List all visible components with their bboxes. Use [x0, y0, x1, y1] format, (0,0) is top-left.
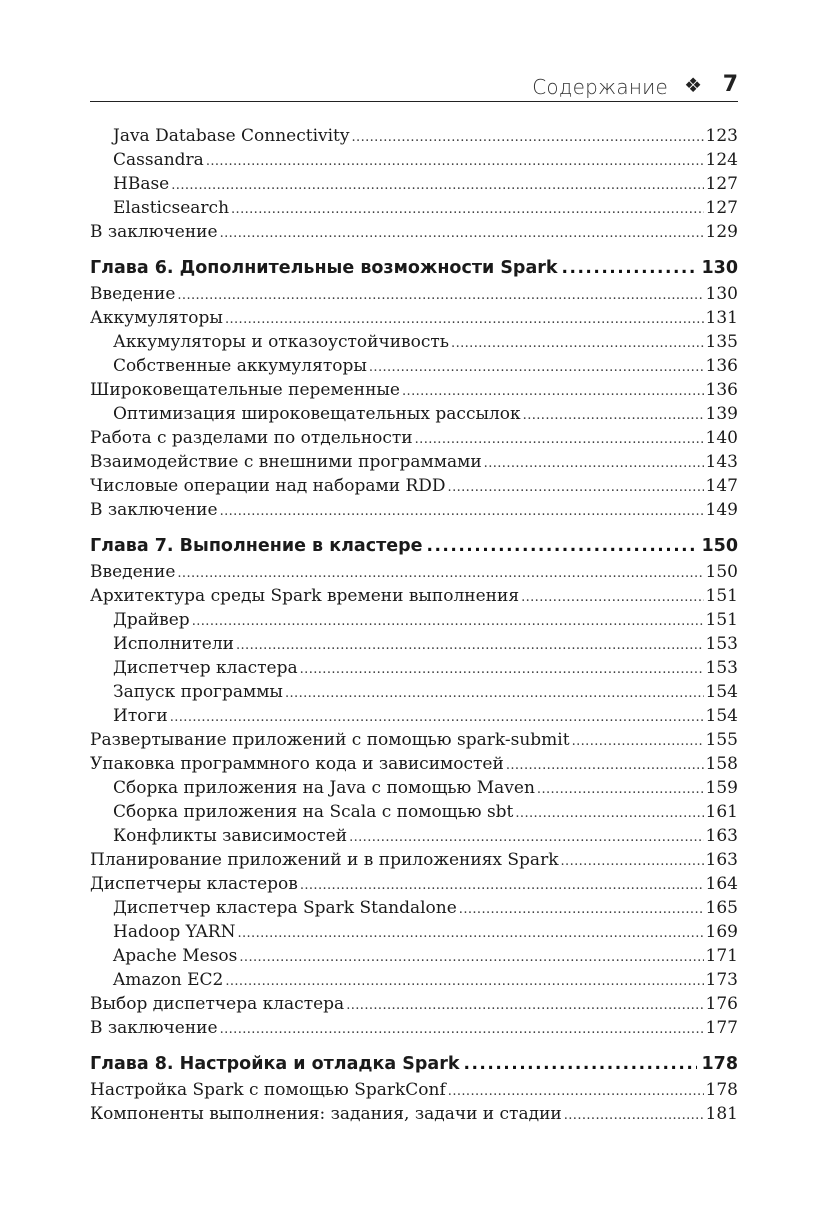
chapter-page: 150: [701, 536, 738, 556]
entry-page: 151: [705, 610, 738, 630]
entry-page: 127: [705, 174, 738, 194]
entry-title: В заключение: [90, 222, 218, 242]
dot-leader: [220, 1018, 704, 1042]
entry-title: Упаковка программного кода и зависимостей: [90, 754, 504, 774]
toc-entry[interactable]: [90, 124, 738, 148]
entry-page: 181: [705, 1104, 738, 1124]
toc-entry[interactable]: [90, 148, 738, 172]
entry-page: 158: [705, 754, 738, 774]
entry-title: Введение: [90, 284, 176, 304]
chapter-heading[interactable]: [90, 1051, 738, 1078]
entry-page: 131: [705, 308, 738, 328]
entry-page: 129: [705, 222, 738, 242]
toc-entry[interactable]: [90, 776, 738, 800]
entry-page: 150: [705, 562, 738, 582]
chapter-heading[interactable]: [90, 533, 738, 560]
entry-page: 123: [705, 126, 738, 146]
toc-entry[interactable]: [90, 196, 738, 220]
entry-title: Apache Mesos: [113, 946, 238, 966]
dot-leader: [369, 356, 704, 380]
toc-entry[interactable]: [90, 608, 738, 632]
entry-title: Аккумуляторы: [90, 308, 223, 328]
toc-entry[interactable]: [90, 402, 738, 426]
chapter-page: 130: [701, 258, 738, 278]
toc-entry[interactable]: [90, 172, 738, 196]
dot-leader: [285, 682, 704, 706]
chapter-title: Глава 7. Выполнение в кластере: [90, 536, 423, 556]
dot-leader: [515, 802, 703, 826]
entry-page: 153: [705, 634, 738, 654]
dot-leader: [459, 898, 704, 922]
dot-leader: [300, 874, 704, 898]
dot-leader: [415, 428, 704, 452]
entry-page: 136: [705, 380, 738, 400]
dot-leader: [561, 850, 704, 874]
dot-leader: [352, 126, 704, 150]
entry-page: 127: [705, 198, 738, 218]
toc-entry[interactable]: [90, 1102, 738, 1126]
toc-entry[interactable]: [90, 584, 738, 608]
entry-title: Amazon EC2: [113, 970, 224, 990]
entry-title: Архитектура среды Spark времени выполнения: [90, 586, 520, 606]
toc-entry[interactable]: [90, 306, 738, 330]
dot-leader: [192, 610, 704, 634]
entry-title: Запуск программы: [113, 682, 283, 702]
entry-title: Широковещательные переменные: [90, 380, 400, 400]
dot-leader: [225, 308, 704, 332]
dot-leader: [231, 198, 704, 222]
dot-leader: [484, 452, 704, 476]
toc-entry[interactable]: [90, 704, 738, 728]
entry-title: Настройка Spark с помощью SparkConf: [90, 1080, 446, 1100]
toc-entry[interactable]: [90, 920, 738, 944]
dot-leader: [562, 255, 698, 282]
dot-leader: [170, 706, 704, 730]
dot-leader: [237, 922, 703, 946]
toc-entry[interactable]: [90, 378, 738, 402]
entry-title: Диспетчер кластера Spark Standalone: [113, 898, 457, 918]
entry-page: 153: [705, 658, 738, 678]
entry-page: 136: [705, 356, 738, 376]
toc-entry[interactable]: [90, 632, 738, 656]
entry-page: 140: [705, 428, 738, 448]
entry-title: Выбор диспетчера кластера: [90, 994, 345, 1014]
dot-leader: [506, 754, 704, 778]
fleuron-icon: ❖: [684, 73, 702, 97]
dot-leader: [346, 994, 703, 1018]
dot-leader: [236, 634, 704, 658]
dot-leader: [239, 946, 703, 970]
dot-leader: [349, 826, 703, 850]
entry-title: Числовые операции над наборами RDD: [90, 476, 446, 496]
entry-page: 155: [705, 730, 738, 750]
toc-entry[interactable]: [90, 680, 738, 704]
entry-title: HBase: [113, 174, 170, 194]
entry-title: Собственные аккумуляторы: [113, 356, 367, 376]
toc-entry[interactable]: [90, 282, 738, 306]
dot-leader: [206, 150, 704, 174]
entry-title: Hadoop YARN: [113, 922, 236, 942]
dot-leader: [220, 500, 704, 524]
entry-page: 151: [705, 586, 738, 606]
toc-entry[interactable]: [90, 1078, 738, 1102]
toc-entry[interactable]: [90, 426, 738, 450]
dot-leader: [300, 658, 704, 682]
entry-page: 139: [705, 404, 738, 424]
chapter-page: 178: [701, 1054, 738, 1074]
entry-title: Диспетчер кластера: [113, 658, 298, 678]
dot-leader: [464, 1051, 698, 1078]
dot-leader: [521, 586, 703, 610]
toc-entry[interactable]: [90, 330, 738, 354]
entry-title: Диспетчеры кластеров: [90, 874, 298, 894]
dot-leader: [537, 778, 704, 802]
toc-entry[interactable]: [90, 354, 738, 378]
toc-entry[interactable]: [90, 944, 738, 968]
entry-title: Cassandra: [113, 150, 204, 170]
entry-page: 164: [705, 874, 738, 894]
entry-title: Драйвер: [113, 610, 190, 630]
toc-entry[interactable]: [90, 450, 738, 474]
entry-page: 173: [705, 970, 738, 990]
toc-entry[interactable]: [90, 896, 738, 920]
dot-leader: [177, 284, 703, 308]
page-number: 7: [722, 72, 738, 97]
entry-page: 171: [705, 946, 738, 966]
entry-title: Java Database Connectivity: [113, 126, 350, 146]
entry-page: 177: [705, 1018, 738, 1038]
running-header: [90, 71, 738, 102]
entry-title: Развертывание приложений с помощью spark-submit: [90, 730, 570, 750]
entry-title: Сборка приложения на Scala с помощью sbt: [113, 802, 514, 822]
toc-entry[interactable]: [90, 800, 738, 824]
entry-title: Планирование приложений и в приложениях Spark: [90, 850, 559, 870]
entry-page: 163: [705, 850, 738, 870]
entry-page: 159: [705, 778, 738, 798]
entry-page: 176: [705, 994, 738, 1014]
dot-leader: [448, 1080, 704, 1104]
entry-title: Компоненты выполнения: задания, задачи и стадии: [90, 1104, 562, 1124]
entry-page: 147: [705, 476, 738, 496]
dot-leader: [572, 730, 704, 754]
entry-page: 135: [705, 332, 738, 352]
entry-page: 124: [705, 150, 738, 170]
entry-title: Введение: [90, 562, 176, 582]
toc-entry[interactable]: [90, 968, 738, 992]
toc-entry[interactable]: [90, 498, 738, 522]
entry-page: 163: [705, 826, 738, 846]
table-of-contents: [90, 124, 738, 1126]
dot-leader: [225, 970, 703, 994]
toc-entry[interactable]: [90, 474, 738, 498]
dot-leader: [451, 332, 704, 356]
toc-entry[interactable]: [90, 752, 738, 776]
entry-title: В заключение: [90, 1018, 218, 1038]
entry-page: 143: [705, 452, 738, 472]
dot-leader: [523, 404, 704, 428]
entry-page: 149: [705, 500, 738, 520]
dot-leader: [564, 1104, 704, 1128]
entry-title: Сборка приложения на Java с помощью Maven: [113, 778, 535, 798]
entry-page: 165: [705, 898, 738, 918]
entry-title: Исполнители: [113, 634, 234, 654]
dot-leader: [427, 533, 698, 560]
toc-entry[interactable]: [90, 848, 738, 872]
entry-title: Работа с разделами по отдельности: [90, 428, 413, 448]
toc-entry[interactable]: [90, 872, 738, 896]
entry-title: Аккумуляторы и отказоустойчивость: [113, 332, 450, 352]
entry-title: Взаимодействие с внешними программами: [90, 452, 482, 472]
entry-title: Итоги: [113, 706, 168, 726]
dot-leader: [448, 476, 704, 500]
chapter-heading[interactable]: [90, 255, 738, 282]
entry-page: 130: [705, 284, 738, 304]
toc-entry[interactable]: [90, 824, 738, 848]
toc-entry[interactable]: [90, 992, 738, 1016]
toc-entry[interactable]: [90, 560, 738, 584]
header-title: Содержание: [532, 75, 668, 99]
entry-page: 178: [705, 1080, 738, 1100]
entry-page: 154: [705, 706, 738, 726]
entry-page: 169: [705, 922, 738, 942]
dot-leader: [177, 562, 703, 586]
toc-entry[interactable]: [90, 220, 738, 244]
toc-entry[interactable]: [90, 656, 738, 680]
chapter-title: Глава 8. Настройка и отладка Spark: [90, 1054, 460, 1074]
entry-title: Конфликты зависимостей: [113, 826, 348, 846]
dot-leader: [220, 222, 704, 246]
entry-title: В заключение: [90, 500, 218, 520]
entry-page: 154: [705, 682, 738, 702]
entry-title: Оптимизация широковещательных рассылок: [113, 404, 521, 424]
entry-page: 161: [705, 802, 738, 822]
toc-entry[interactable]: [90, 1016, 738, 1040]
chapter-title: Глава 6. Дополнительные возможности Spark: [90, 258, 558, 278]
toc-entry[interactable]: [90, 728, 738, 752]
entry-title: Elasticsearch: [113, 198, 230, 218]
dot-leader: [171, 174, 703, 198]
dot-leader: [402, 380, 704, 404]
